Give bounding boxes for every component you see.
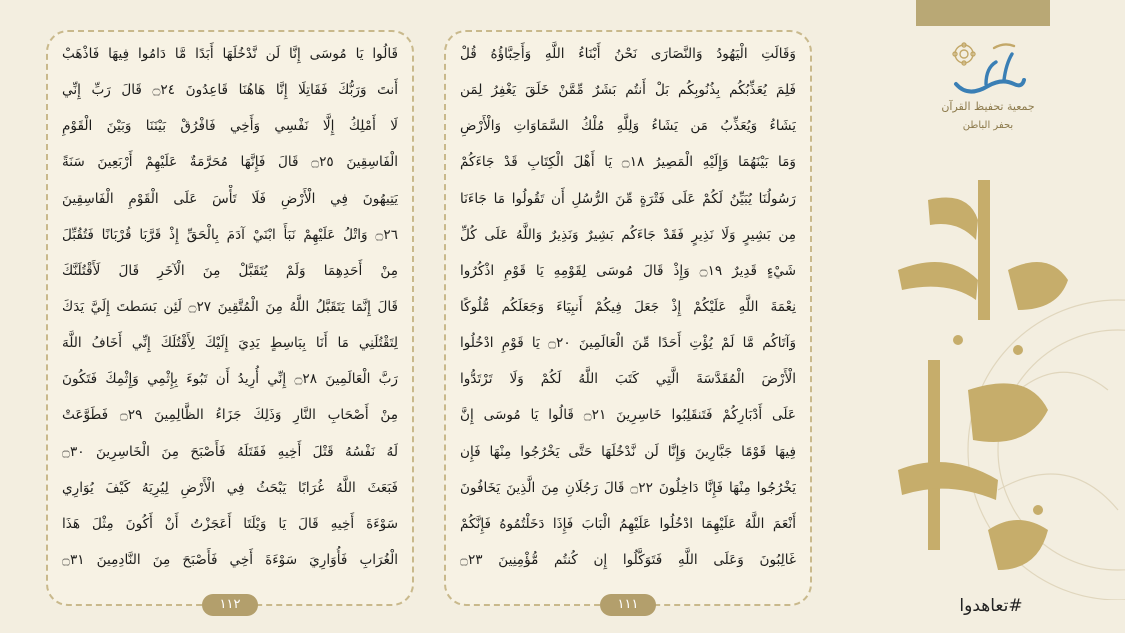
text-line: لِتَقْتُلَنِي مَا أَنَا بِبَاسِطٍ يَدِيَ إِلَيْكَ لِأَقْتُلَكَ إِنِّي أَخَافُ اللَّهَ [62, 335, 398, 352]
page-text [62, 40, 398, 574]
text-line: وَمَا بَيْنَهُمَا وَإِلَيْهِ الْمَصِيرُ ۝١٨ يَا أَهْلَ الْكِتَابِ قَدْ جَاءَكُمْ [460, 154, 796, 171]
quran-page-right [444, 30, 812, 612]
hashtag: #تعاهدوا [959, 596, 1023, 616]
text-line: يَتِيهُونَ فِي الْأَرْضِ فَلَا تَأْسَ عَلَى الْقَوْمِ الْفَاسِقِينَ [62, 190, 398, 207]
text-line: مِن بَشِيرٍ وَلَا نَذِيرٍ فَقَدْ جَاءَكُم بَشِيرٌ وَنَذِيرٌ وَاللَّهُ عَلَى كُلِّ [460, 226, 796, 243]
text-line: يَشَاءُ وَيُعَذِّبُ مَن يَشَاءُ وَلِلَّهِ مُلْكُ السَّمَاوَاتِ وَالْأَرْضِ [460, 118, 796, 135]
page-text [460, 40, 796, 574]
text-line: نِعْمَةَ اللَّهِ عَلَيْكُمْ إِذْ جَعَلَ فِيكُمْ أَنبِيَاءَ وَجَعَلَكُم مُّلُوكًا [460, 298, 796, 315]
text-line: رَسُولُنَا يُبَيِّنُ لَكُمْ عَلَى فَتْرَةٍ مِّنَ الرُّسُلِ أَن تَقُولُوا مَا جَاءَنَا [460, 190, 796, 207]
calligraphy-decoration-icon [858, 150, 1125, 600]
text-line: سَوْءَةَ أَخِيهِ قَالَ يَا وَيْلَتَا أَعَجَزْتُ أَنْ أَكُونَ مِثْلَ هَذَا [62, 515, 398, 532]
org-location: بحفر الباطن [962, 120, 1014, 131]
text-line: يَخْرُجُوا مِنْهَا فَإِنَّا دَاخِلُونَ ۝٢٢ قَالَ رَجُلَانِ مِنَ الَّذِينَ يَخَافُونَ [460, 479, 796, 496]
text-line: قَالُوا يَا مُوسَى إِنَّا لَن نَّدْخُلَهَا أَبَدًا مَّا دَامُوا فِيهَا فَاذْهَبْ [62, 46, 398, 62]
quran-page-left [46, 30, 414, 612]
text-line: أَنتَ وَرَبُّكَ فَقَاتِلَا إِنَّا هَاهُنَا قَاعِدُونَ ۝٢٤ قَالَ رَبِّ إِنِّي [62, 82, 398, 99]
top-accent-bar [916, 0, 1050, 26]
text-line: ۝٢٦ وَاتْلُ عَلَيْهِمْ نَبَأَ ابْنَيْ آدَمَ بِالْحَقِّ إِذْ قَرَّبَا قُرْبَانًا فَتُقُبِّلَ [62, 226, 398, 243]
page-number: ١١٢ [202, 594, 258, 616]
text-line: قَالَ إِنَّمَا يَتَقَبَّلُ اللَّهُ مِنَ الْمُتَّقِينَ ۝٢٧ لَئِن بَسَطتَ إِلَيَّ يَدَكَ [62, 298, 398, 315]
text-line: وَآتَاكُم مَّا لَمْ يُؤْتِ أَحَدًا مِّنَ الْعَالَمِينَ ۝٢٠ يَا قَوْمِ ادْخُلُوا [460, 335, 796, 352]
text-line: أَنْعَمَ اللَّهُ عَلَيْهِمَا ادْخُلُوا عَلَيْهِمُ الْبَابَ فَإِذَا دَخَلْتُمُوهُ فَإِنَّكُمْ [460, 515, 796, 532]
page-number: ١١١ [600, 594, 656, 616]
text-line: عَلَى أَدْبَارِكُمْ فَتَنقَلِبُوا خَاسِرِينَ ۝٢١ قَالُوا يَا مُوسَى إِنَّ [460, 407, 796, 424]
organization-logo [926, 40, 1050, 148]
logo-mark-icon [948, 40, 1028, 98]
org-name: جمعية تحفيظ القرآن [941, 100, 1035, 113]
text-line: الْفَاسِقِينَ ۝٢٥ قَالَ فَإِنَّهَا مُحَرَّمَةٌ عَلَيْهِمْ أَرْبَعِينَ سَنَةً [62, 154, 398, 171]
text-line: الْغُرَابِ فَأُوَارِيَ سَوْءَةَ أَخِي فَأَصْبَحَ مِنَ النَّادِمِينَ ۝٣١ [62, 551, 398, 568]
text-line: لَا أَمْلِكُ إِلَّا نَفْسِي وَأَخِي فَافْرُقْ بَيْنَنَا وَبَيْنَ الْقَوْمِ [62, 118, 398, 135]
text-line: فَبَعَثَ اللَّهُ غُرَابًا يَبْحَثُ فِي الْأَرْضِ لِيُرِيَهُ كَيْفَ يُوَارِي [62, 479, 398, 496]
text-line: غَالِبُونَ وَعَلَى اللَّهِ فَتَوَكَّلُوا إِن كُنتُم مُّؤْمِنِينَ ۝٢٣ [460, 551, 796, 568]
text-line: فِيهَا قَوْمًا جَبَّارِينَ وَإِنَّا لَن نَّدْخُلَهَا حَتَّى يَخْرُجُوا مِنْهَا فَإِن [460, 443, 796, 460]
text-line: شَيْءٍ قَدِيرٌ ۝١٩ وَإِذْ قَالَ مُوسَى لِقَوْمِهِ يَا قَوْمِ اذْكُرُوا [460, 262, 796, 279]
text-line: رَبَّ الْعَالَمِينَ ۝٢٨ إِنِّي أُرِيدُ أَن تَبُوءَ بِإِثْمِي وَإِثْمِكَ فَتَكُونَ [62, 371, 398, 388]
text-line: مِنْ أَصْحَابِ النَّارِ وَذَلِكَ جَزَاءُ الظَّالِمِينَ ۝٢٩ فَطَوَّعَتْ [62, 407, 398, 424]
text-line: فَلِمَ يُعَذِّبُكُم بِذُنُوبِكُم بَلْ أَنتُم بَشَرٌ مِّمَّنْ خَلَقَ يَغْفِرُ لِمَن [460, 82, 796, 99]
text-line: الْأَرْضَ الْمُقَدَّسَةَ الَّتِي كَتَبَ اللَّهُ لَكُمْ وَلَا تَرْتَدُّوا [460, 371, 796, 388]
text-line: وَقَالَتِ الْيَهُودُ وَالنَّصَارَى نَحْنُ أَبْنَاءُ اللَّهِ وَأَحِبَّاؤُهُ قُلْ [460, 46, 796, 62]
text-line: لَهُ نَفْسُهُ قَتْلَ أَخِيهِ فَقَتَلَهُ فَأَصْبَحَ مِنَ الْخَاسِرِينَ ۝٣٠ [62, 443, 398, 460]
text-line: مِنْ أَحَدِهِمَا وَلَمْ يُتَقَبَّلْ مِنَ الْآخَرِ قَالَ لَأَقْتُلَنَّكَ [62, 262, 398, 279]
